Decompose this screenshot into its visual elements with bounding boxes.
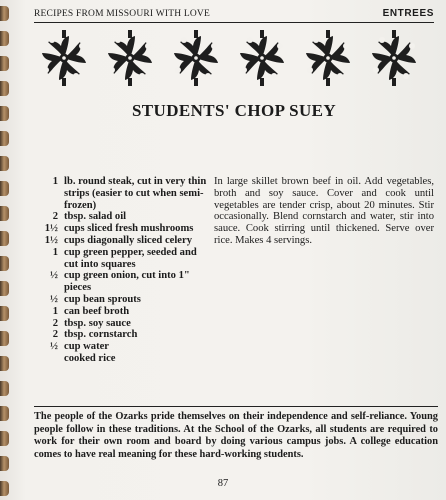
ingredient-item [32, 329, 210, 341]
ingredient-quantity: ½ [50, 341, 58, 353]
ingredient-description: cup green pepper, seeded and cut into squares [64, 246, 197, 270]
ingredient-quantity: 1 [52, 176, 58, 187]
floral-quilt-block-icon [104, 30, 156, 86]
ingredient-item [32, 223, 210, 235]
binding-coil [0, 406, 9, 421]
footnote: The people of the Ozarks pride themselves on their independence and self-reliance. Young people follow in these traditions. At the School of the Ozarks, all students are required to work for their own room and board by doing various campus jobs. A college education comes to have real meaning for these hard-working students. [34, 411, 438, 460]
ingredient-quantity: 1½ [44, 223, 58, 235]
ingredient-item [32, 211, 210, 223]
floral-quilt-block-icon [170, 30, 222, 86]
ingredient-item [32, 353, 210, 365]
floral-quilt-block-icon [302, 30, 354, 86]
page-number: 87 [217, 478, 229, 489]
binding-coil [0, 131, 9, 146]
ingredient-quantity: ½ [50, 270, 58, 282]
binding-coil [0, 31, 9, 46]
binding-coil [0, 431, 9, 446]
ingredient-description: cups diagonally sliced celery [64, 234, 193, 246]
recipe-instructions: In large skillet brown beef in oil. Add vegetables, broth and soy sauce. Cover and cook until vegetables are tender crisp, about 20 minutes. Stir occasionally. Blend cornstarch and water, stir into sauce. Cook stirring until thickened. Serve over rice. Makes 4 servings. [214, 176, 434, 246]
floral-quilt-block-icon [236, 30, 288, 86]
ingredient-item [32, 294, 210, 306]
ingredient-item [32, 270, 210, 294]
binding-coil [0, 331, 9, 346]
binding-coil [0, 181, 9, 196]
ingredient-description: can beef broth [64, 305, 130, 317]
binding-coil [0, 306, 9, 321]
ingredient-item [32, 176, 210, 211]
ingredient-description: tbsp. soy sauce [64, 317, 131, 329]
binding-coil [0, 106, 9, 121]
ingredient-quantity: 1½ [44, 234, 58, 246]
ingredient-quantity: 2 [52, 317, 58, 329]
ingredient-quantity: 1 [52, 305, 58, 317]
ingredient-description: cooked rice [64, 352, 116, 364]
book-title: RECIPES FROM MISSOURI WITH LOVE [34, 9, 210, 19]
binding-coil [0, 81, 9, 96]
recipe-title: STUDENTS' CHOP SUEY [131, 101, 337, 120]
ingredient-description: cup bean sprouts [64, 293, 141, 305]
ingredient-quantity: 2 [52, 211, 58, 223]
binding-coil [0, 231, 9, 246]
binding-coil [0, 206, 9, 221]
section-name: ENTREES [382, 8, 434, 19]
binding-coil [0, 456, 9, 471]
binding-coil [0, 381, 9, 396]
ingredient-quantity: ½ [50, 293, 58, 305]
ingredient-item [32, 306, 210, 318]
ingredient-item [32, 247, 210, 271]
ingredient-item [32, 318, 210, 330]
binding-coil [0, 156, 9, 171]
ornament-row [38, 30, 438, 86]
binding-coil [0, 56, 9, 71]
ingredient-description: cup green onion, cut into 1" pieces [64, 270, 190, 294]
ingredient-quantity: 2 [52, 329, 58, 341]
ingredient-description: tbsp. cornstarch [64, 329, 138, 341]
note-divider [34, 406, 438, 407]
ingredient-item [32, 341, 210, 353]
ingredient-quantity [32, 353, 64, 365]
binding-coil [0, 6, 9, 21]
ingredient-item [32, 235, 210, 247]
binding-coil [0, 356, 9, 371]
floral-quilt-block-icon [38, 30, 90, 86]
ingredient-description: tbsp. salad oil [64, 211, 127, 223]
ingredient-description: cup water [64, 341, 110, 353]
running-header [34, 8, 434, 23]
ingredient-description: lb. round steak, cut in very thin strips (easier to cut when semi-frozen) [64, 176, 207, 211]
ingredient-list [32, 176, 210, 365]
binding-coil [0, 281, 9, 296]
floral-quilt-block-icon [368, 30, 420, 86]
ingredient-quantity: 1 [52, 246, 58, 258]
binding-coil [0, 256, 9, 271]
ingredient-description: cups sliced fresh mushrooms [64, 223, 194, 235]
